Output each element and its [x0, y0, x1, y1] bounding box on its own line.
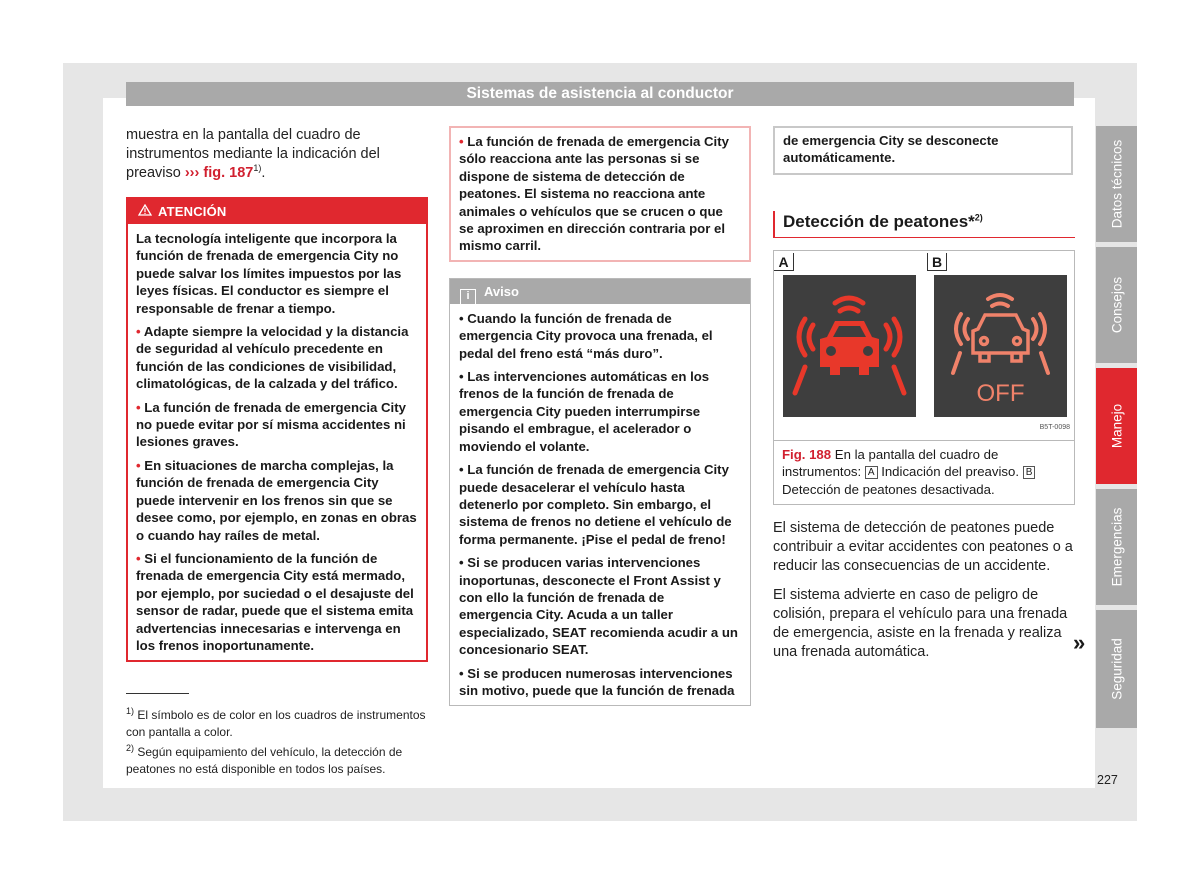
warning-continued-box: • La función de frenada de emergencia City sólo reacciona ante las personas si se dispone de sistema de detección de peatones. El sistema no reacciona ante animales o vehículos que se crucen o que se aproximen en dirección contraria por el mismo carril.	[449, 126, 751, 262]
warning-bullet: • Si el funcionamiento de la función de frenada de emergencia City está mermado, por ejemplo, por suciedad o el desajuste del sensor de radar, puede que el sistema emita advertencias innecesarias e intervenga en los frenos inoportunamente.	[136, 550, 414, 653]
panel-b-off-display	[934, 275, 1067, 417]
section-title: Detección de peatones*$^{2)}$	[773, 211, 1075, 238]
bullet-dot: •	[136, 399, 141, 415]
warning-bullet: • En situaciones de marcha complejas, la función de frenada de emergencia City puede intervenir en los frenos sin que se desee como, por ejemplo, en zonas en obras o cuando hay raíles de metal.	[136, 457, 417, 543]
note-bullet: • Si se producen numerosas intervenciones sin motivo, puede que la función de frenada	[459, 665, 735, 698]
pedestrian-warning-icon	[783, 275, 916, 417]
tab-emergencias[interactable]: Emergencias	[1096, 489, 1137, 605]
continue-arrow-icon: »	[1073, 630, 1086, 655]
intro-paragraph	[126, 126, 428, 183]
off-text: OFF	[976, 379, 1025, 407]
footnote-divider	[126, 693, 189, 694]
column-2	[449, 126, 751, 706]
footnote-2: $^{2)}$ Según equipamiento del vehículo, la detección de peatones no está disponible en todos los países.	[126, 743, 403, 776]
equipment-star: *	[968, 211, 975, 231]
warning-intro: La tecnología inteligente que incorpora la función de frenada de emergencia City no puede salvar los límites impuestos por las leyes físicas. El conductor es siempre el responsable de frenar a tiempo.	[136, 231, 402, 316]
panel-a-warning-display	[783, 275, 916, 417]
figure-caption: Fig. 188 En la pantalla del cuadro de instrumentos: A Indicación del preaviso. B Detección de peatones desactivada.	[774, 441, 1074, 505]
tab-manejo[interactable]: Manejo	[1096, 368, 1137, 484]
column-3	[773, 126, 1075, 662]
warning-body	[128, 224, 426, 660]
paragraph: El sistema de detección de peatones puede contribuir a evitar accidentes con peatones o a reducir las consecuencias de un accidente.	[773, 520, 1073, 575]
tab-seguridad[interactable]: Seguridad	[1096, 610, 1137, 728]
note-box	[449, 278, 751, 707]
paragraph: El sistema advierte en caso de peligro de colisión, prepara el vehículo para una frenada de emergencia, asiste en la frenada y realiza una frenada automática.	[773, 587, 1068, 661]
bullet-dot: •	[136, 550, 141, 566]
panel-label-b: B	[927, 253, 947, 271]
bullet-dot: •	[459, 134, 464, 149]
fig-ref-arrows: ›››	[184, 165, 200, 181]
page-header-title: Sistemas de asistencia al conductor	[126, 82, 1074, 106]
panel-label-a: A	[774, 253, 794, 271]
fig-187-link[interactable]: fig. 187	[203, 165, 254, 181]
note-bullet: • Las intervenciones automáticas en los frenos de la función de frenada de emergencia City pueden interrumpirse pisando el embrague, el acelerador o moviendo el volante.	[459, 369, 710, 454]
tab-consejos[interactable]: Consejos	[1096, 247, 1137, 363]
warning-bullet: • Adapte siempre la velocidad y la distancia de seguridad al vehículo precedente en función de las condiciones de visibilidad, climatológicas, de la calzada y del tráfico.	[136, 324, 409, 392]
key-b-icon: B	[1023, 466, 1036, 479]
note-header	[450, 279, 750, 304]
figure-188	[773, 250, 1075, 506]
intro-text: muestra en la pantalla del cuadro de instrumentos mediante la indicación del preaviso	[126, 127, 380, 181]
key-a-icon: A	[865, 466, 878, 479]
footnote-ref-1[interactable]: 1)	[253, 163, 262, 174]
warning-box	[126, 197, 428, 662]
info-icon: i	[460, 289, 476, 305]
section-body	[773, 519, 1075, 662]
warning-triangle-icon	[138, 199, 152, 224]
footnote-1: $^{1)}$ El símbolo es de color en los cuadros de instrumentos con pantalla a color.	[126, 706, 426, 739]
tab-datos-tecnicos[interactable]: Datos técnicos	[1096, 126, 1137, 242]
warning-header	[128, 199, 426, 224]
note-bullet: • La función de frenada de emergencia City puede desacelerar el vehículo hasta detenerlo por completo. Sin embargo, el sistema de frenos no detiene el vehículo de forma permanente. ¡Pise el pedal de freno!	[459, 462, 732, 547]
figure-label: Fig. 188	[782, 446, 832, 462]
note-title: Aviso	[484, 283, 519, 299]
footnote-ref-2[interactable]: 2)	[974, 212, 983, 223]
figure-code: B5T-0098	[1039, 423, 1070, 431]
note-continued-box: de emergencia City se desconecte automáticamente.	[773, 126, 1073, 175]
bullet-dot: •	[136, 324, 141, 340]
bullet-dot: •	[136, 457, 141, 473]
pedestrian-off-icon	[934, 275, 1067, 417]
note-bullet: • Cuando la función de frenada de emergencia City provoca una frenada, el pedal del freno está “más duro”.	[459, 310, 713, 361]
figure-image	[774, 251, 1074, 441]
note-bullet: • Si se producen varias intervenciones inoportunas, desconecte el Front Assist y con ello la función de frenada de emergencia City. Acuda a un taller especializado, SEAT recomienda acudir a un concesionario SEAT.	[459, 555, 738, 658]
warning-title: ATENCIÓN	[158, 204, 227, 219]
page-number: 227	[1097, 773, 1118, 787]
note-body	[450, 304, 750, 706]
footnotes	[126, 707, 428, 781]
column-1	[126, 126, 428, 662]
intro-end: .	[261, 165, 266, 181]
warning-bullet: • La función de frenada de emergencia City no puede evitar por sí misma accidentes ni lesiones graves.	[136, 399, 406, 450]
